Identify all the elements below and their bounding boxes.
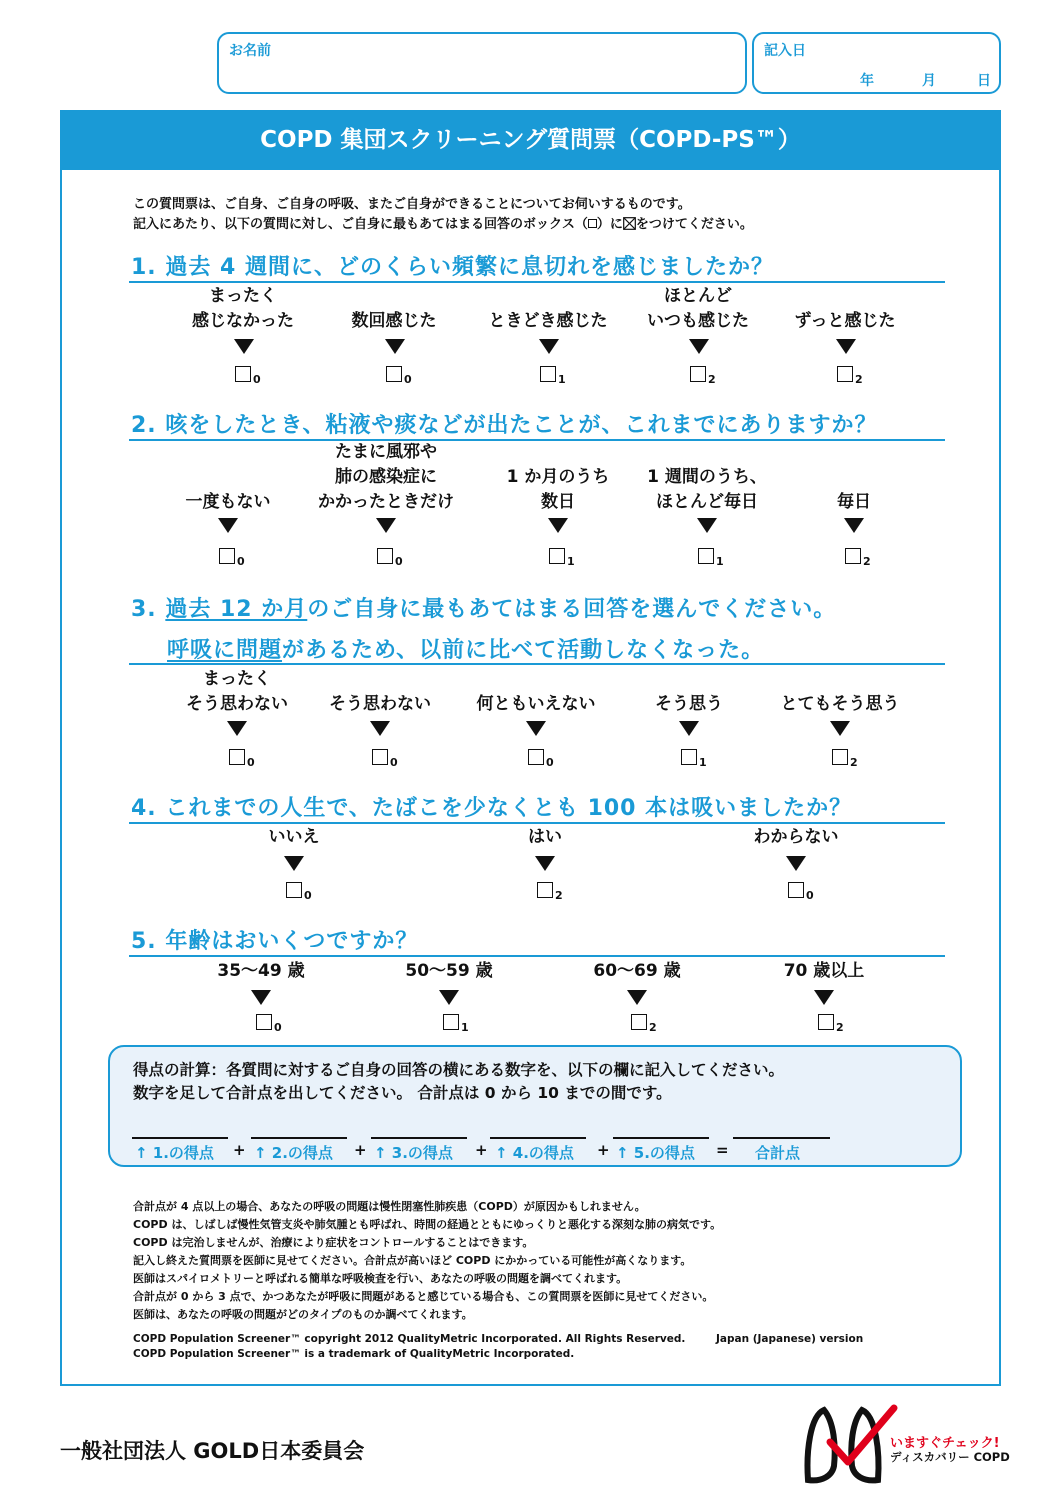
arrow-down-icon	[370, 721, 390, 736]
arrow-down-icon	[627, 990, 647, 1005]
score-field-5-label: ↑ 5.の得点	[616, 1144, 695, 1162]
q2-option-3-label: 1 か月のうち 数日	[506, 467, 610, 512]
q3-option-4-label: そう思う	[655, 694, 723, 714]
arrow-down-icon	[844, 518, 864, 533]
q1-option-1-checkbox[interactable]	[235, 366, 251, 382]
date-field[interactable]	[752, 32, 1001, 94]
q1-option-2-score: 0	[404, 373, 412, 386]
q2-option-1-label: 一度もない	[185, 492, 271, 512]
logo-tagline: いますぐチェック!	[890, 1436, 1000, 1451]
version-label: Japan (Japanese) version	[716, 1333, 864, 1345]
date-unit-month: 月	[922, 73, 936, 89]
q3-option-2-checkbox[interactable]	[372, 749, 388, 765]
arrow-down-icon	[284, 856, 304, 871]
q3-option-3-checkbox[interactable]	[528, 749, 544, 765]
q1-option-5-score: 2	[855, 373, 863, 386]
total-score-field[interactable]	[733, 1137, 830, 1139]
q1-option-3-label: ときどき感じた	[488, 311, 608, 331]
q3-option-4-score: 1	[699, 756, 707, 769]
equals-sign: =	[716, 1141, 729, 1159]
arrow-down-icon	[836, 339, 856, 354]
q3-option-3-label: 何ともいえない	[476, 694, 596, 714]
q3-option-2-label: そう思わない	[329, 694, 431, 714]
plus-sign: +	[597, 1141, 610, 1159]
q2-option-1-score: 0	[237, 555, 245, 568]
plus-sign: +	[233, 1141, 246, 1159]
score-field-1[interactable]	[132, 1137, 228, 1139]
calculation-instruction-2: 数字を足して合計点を出してください。 合計点は 0 から 10 までの間です。	[133, 1084, 672, 1102]
q4-option-2-label: はい	[528, 827, 562, 847]
question-2: 2. 咳をしたとき、粘液や痰などが出たことが、これまでにありますか？	[131, 413, 878, 438]
arrow-down-icon	[227, 721, 247, 736]
arrow-down-icon	[526, 721, 546, 736]
note-line-6: 合計点が 0 から 3 点で、かつあなたが呼吸に問題があると感じている場合も、この質問票を医師に見せてください。	[133, 1290, 714, 1303]
q5-option-2-checkbox[interactable]	[443, 1014, 459, 1030]
q5-option-4-score: 2	[836, 1021, 844, 1034]
q3-option-3-score: 0	[546, 756, 554, 769]
q1-option-1-score: 0	[253, 373, 261, 386]
checked-box-sample-icon	[623, 217, 636, 230]
arrow-down-icon	[548, 518, 568, 533]
date-unit-year: 年	[860, 73, 874, 89]
score-field-2-label: ↑ 2.の得点	[254, 1144, 333, 1162]
plus-sign: +	[475, 1141, 488, 1159]
score-field-5[interactable]	[613, 1137, 709, 1139]
q1-option-4-checkbox[interactable]	[690, 366, 706, 382]
q2-option-3-checkbox[interactable]	[549, 548, 565, 564]
q5-option-3-checkbox[interactable]	[631, 1014, 647, 1030]
note-line-7: 医師は、あなたの呼吸の問題がどのタイプのものか調べてくれます。	[133, 1308, 473, 1321]
arrow-down-icon	[218, 518, 238, 533]
q3-option-5-checkbox[interactable]	[832, 749, 848, 765]
arrow-down-icon	[535, 856, 555, 871]
note-line-3: COPD は完治しませんが、治療により症状をコントロールすることはできます。	[133, 1236, 534, 1249]
q4-option-3-checkbox[interactable]	[788, 882, 804, 898]
q1-option-4-label: ほとんど いつも感じた	[647, 286, 749, 331]
arrow-down-icon	[814, 990, 834, 1005]
score-field-2[interactable]	[251, 1137, 347, 1139]
note-line-5: 医師はスパイロメトリーと呼ばれる簡単な呼吸検査を行い、あなたの呼吸の問題を調べてくれます。	[133, 1272, 628, 1285]
arrow-down-icon	[439, 990, 459, 1005]
q2-option-5-score: 2	[863, 555, 871, 568]
intro-line-1: この質問票は、ご自身、ご自身の呼吸、またご自身ができることについてお伺いするものです。	[133, 197, 691, 212]
score-field-3-label: ↑ 3.の得点	[374, 1144, 453, 1162]
q3-option-1-checkbox[interactable]	[229, 749, 245, 765]
total-score-label: 合計点	[755, 1144, 801, 1162]
plus-sign: +	[354, 1141, 367, 1159]
score-field-4[interactable]	[490, 1137, 586, 1139]
arrow-down-icon	[786, 856, 806, 871]
question-3: 3. 過去 12 か月のご自身に最もあてはまる回答を選んでください。	[131, 597, 837, 622]
arrow-down-icon	[376, 518, 396, 533]
question-1: 1. 過去 4 週間に、どのくらい頻繁に息切れを感じましたか？	[131, 255, 774, 280]
question-3-subtext: 呼吸に問題があるため、以前に比べて活動しなくなった。	[167, 638, 765, 663]
question-1-rule	[129, 281, 945, 283]
intro-line-2: 記入にあたり、以下の質問に対し、ご自身に最もあてはまる回答のボックス（ ）に をつけてください。	[133, 217, 753, 232]
q4-option-3-score: 0	[806, 889, 814, 902]
q5-option-2-label: 50〜59 歳	[405, 961, 493, 981]
q2-option-4-label: 1 週間のうち、 ほとんど毎日	[647, 467, 767, 512]
name-field[interactable]	[217, 32, 747, 94]
q4-option-2-checkbox[interactable]	[537, 882, 553, 898]
arrow-down-icon	[234, 339, 254, 354]
q1-option-3-checkbox[interactable]	[540, 366, 556, 382]
q2-option-2-checkbox[interactable]	[377, 548, 393, 564]
arrow-down-icon	[830, 721, 850, 736]
q1-option-5-checkbox[interactable]	[837, 366, 853, 382]
q3-option-1-score: 0	[247, 756, 255, 769]
q4-option-1-checkbox[interactable]	[286, 882, 302, 898]
q4-option-2-score: 2	[555, 889, 563, 902]
q2-option-4-checkbox[interactable]	[698, 548, 714, 564]
q4-option-3-label: わからない	[753, 827, 839, 847]
question-4: 4. これまでの人生で、たばこを少なくとも 100 本は吸いましたか？	[131, 796, 853, 821]
q5-option-3-label: 60〜69 歳	[593, 961, 681, 981]
q2-option-5-checkbox[interactable]	[845, 548, 861, 564]
q5-option-2-score: 1	[461, 1021, 469, 1034]
lungs-check-logo-icon	[804, 1402, 899, 1488]
note-line-4: 記入し終えた質問票を医師に見せてください。合計点が高いほど COPD にかかっている可能性が高くなります。	[133, 1254, 692, 1267]
q5-option-4-label: 70 歳以上	[783, 961, 865, 981]
question-5: 5. 年齢はおいくつですか？	[131, 929, 419, 954]
q2-option-3-score: 1	[567, 555, 575, 568]
q3-option-5-score: 2	[850, 756, 858, 769]
q1-option-3-score: 1	[558, 373, 566, 386]
q1-option-2-label: 数回感じた	[351, 311, 437, 331]
q4-option-1-score: 0	[304, 889, 312, 902]
score-field-3[interactable]	[371, 1137, 467, 1139]
organization-name: 一般社団法人 GOLD日本委員会	[60, 1439, 365, 1463]
q2-option-2-score: 0	[395, 555, 403, 568]
q3-option-5-label: とてもそう思う	[780, 694, 900, 714]
q1-option-4-score: 2	[708, 373, 716, 386]
name-label: お名前	[229, 43, 271, 59]
arrow-down-icon	[251, 990, 271, 1005]
q5-option-1-label: 35〜49 歳	[217, 961, 305, 981]
q3-option-1-label: まったく そう思わない	[186, 669, 288, 714]
q2-option-5-label: 毎日	[837, 492, 871, 512]
q5-option-1-checkbox[interactable]	[256, 1014, 272, 1030]
q3-option-2-score: 0	[390, 756, 398, 769]
q2-option-4-score: 1	[716, 555, 724, 568]
arrow-down-icon	[679, 721, 699, 736]
question-3-rule	[129, 663, 945, 665]
q4-option-1-label: いいえ	[268, 827, 320, 847]
arrow-down-icon	[385, 339, 405, 354]
q1-option-1-label: まったく 感じなかった	[192, 286, 294, 331]
page-title: COPD 集団スクリーニング質問票（COPD-PS™）	[60, 110, 1001, 170]
arrow-down-icon	[539, 339, 559, 354]
q1-option-2-checkbox[interactable]	[386, 366, 402, 382]
score-field-1-label: ↑ 1.の得点	[135, 1144, 214, 1162]
q1-option-5-label: ずっと感じた	[794, 311, 896, 331]
note-line-2: COPD は、しばしば慢性気管支炎や肺気腫とも呼ばれ、時間の経過とともにゆっくりと悪化する深刻な肺の病気です。	[133, 1218, 722, 1231]
logo-title: ディスカバリー COPD	[890, 1450, 1010, 1464]
note-line-1: 合計点が 4 点以上の場合、あなたの呼吸の問題は慢性閉塞性肺疾患（COPD）が原因かもしれません。	[133, 1200, 646, 1213]
question-4-rule	[129, 822, 945, 824]
score-field-4-label: ↑ 4.の得点	[495, 1144, 574, 1162]
q3-option-4-checkbox[interactable]	[681, 749, 697, 765]
copyright-line-1: COPD Population Screener™ copyright 2012 QualityMetric Incorporated. All Rights Reserved.	[133, 1333, 686, 1345]
date-label: 記入日	[764, 43, 806, 59]
q5-option-1-score: 0	[274, 1021, 282, 1034]
date-unit-day: 日	[977, 73, 991, 89]
q5-option-4-checkbox[interactable]	[818, 1014, 834, 1030]
copyright-line-2: COPD Population Screener™ is a trademark of QualityMetric Incorporated.	[133, 1348, 575, 1360]
calculation-instruction-1: 得点の計算：各質問に対するご自身の回答の横にある数字を、以下の欄に記入してください。	[133, 1061, 785, 1079]
discovery-copd-logo	[804, 1402, 1010, 1488]
q5-option-3-score: 2	[649, 1021, 657, 1034]
arrow-down-icon	[689, 339, 709, 354]
arrow-down-icon	[697, 518, 717, 533]
question-5-rule	[129, 955, 945, 957]
checkbox-sample-icon	[588, 219, 597, 228]
q2-option-2-label: たまに風邪や 肺の感染症に かかったときだけ	[318, 442, 454, 512]
q2-option-1-checkbox[interactable]	[219, 548, 235, 564]
